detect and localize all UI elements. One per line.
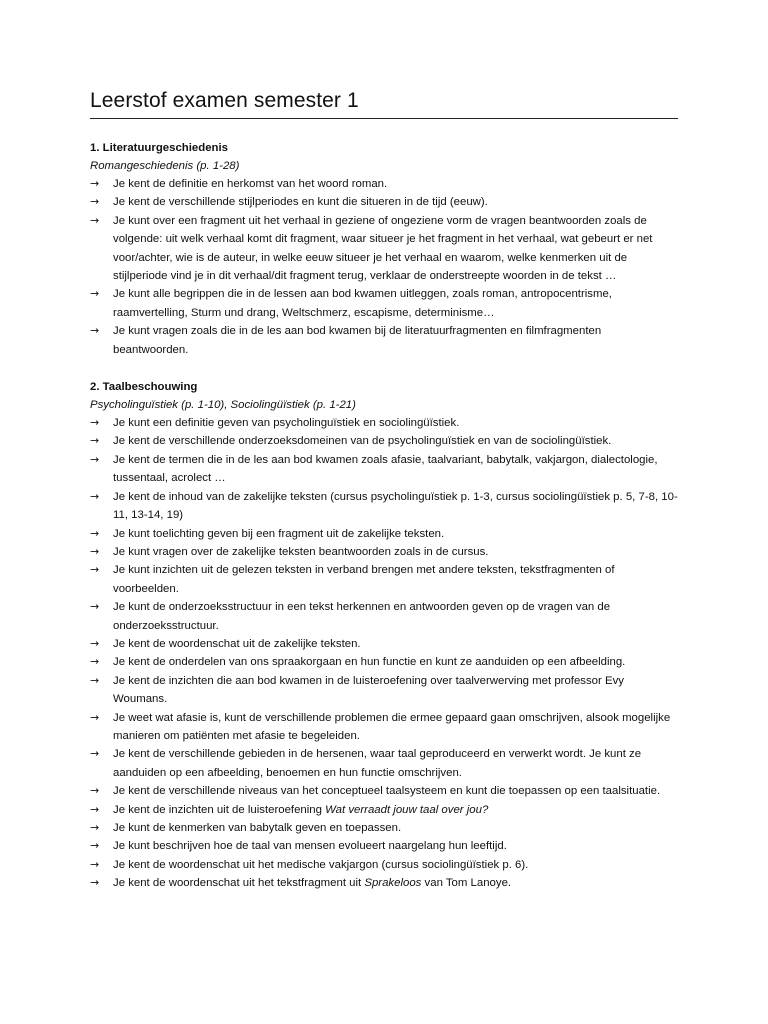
arrow-bullet-icon: → <box>90 636 100 650</box>
list-item <box>90 653 678 671</box>
list-item <box>90 432 678 450</box>
list-item-text: Je kent de verschillende gebieden in de hersenen, waar taal geproduceerd en verwerkt wordt. Je kunt ze aanduiden op een afbeelding, benoemen en hun functie omschrijven. <box>113 748 642 779</box>
arrow-bullet-icon: → <box>90 802 100 816</box>
arrow-bullet-icon: → <box>90 416 100 430</box>
section-literatuurgeschiedenis <box>90 139 678 359</box>
list-item-text: Je kunt beschrijven hoe de taal van mensen evolueert naargelang hun leeftijd. <box>113 840 507 853</box>
list-item <box>90 212 678 286</box>
arrow-bullet-icon: → <box>90 489 100 503</box>
list-item-text: Je kent de woordenschat uit het medische vakjargon (cursus sociolingüïstiek p. 6). <box>113 858 529 871</box>
list-item <box>90 598 678 635</box>
list-item <box>90 745 678 782</box>
list-item-text: Je kent de woordenschat uit de zakelijke teksten. <box>113 637 361 650</box>
list-item <box>90 525 678 543</box>
list-item <box>90 543 678 561</box>
arrow-bullet-icon: → <box>90 876 100 890</box>
list-item-italic-title: Wat verraadt jouw taal over jou? <box>325 803 489 816</box>
list-item-text: Je kent de inzichten uit de luisteroefening <box>113 803 326 816</box>
list-item-text: Je weet wat afasie is, kunt de verschillende problemen die ermee gepaard gaan omschrijven, alsook mogelijke manieren om patiënten met afasie te begeleiden. <box>113 711 671 742</box>
list-item <box>90 672 678 709</box>
list-item <box>90 488 678 525</box>
list-item <box>90 709 678 746</box>
list-item-text: Je kunt toelichting geven bij een fragment uit de zakelijke teksten. <box>113 527 445 540</box>
list-item <box>90 837 678 855</box>
section-subheading: Romangeschiedenis (p. 1-28) <box>90 160 240 172</box>
arrow-bullet-icon: → <box>90 563 100 577</box>
list-item-text: Je kent de verschillende niveaus van het conceptueel taalsysteem en kunt die toepassen op een taalsituatie. <box>113 785 661 798</box>
list-item-text: Je kent de onderdelen van ons spraakorgaan en hun functie en kunt ze aanduiden op een afbeelding. <box>113 656 626 669</box>
arrow-bullet-icon: → <box>90 324 100 338</box>
arrow-bullet-icon: → <box>90 544 100 558</box>
list-item <box>90 782 678 800</box>
list-item <box>90 285 678 322</box>
list-item-text: Je kent de definitie en herkomst van het woord roman. <box>113 178 388 190</box>
arrow-bullet-icon: → <box>90 710 100 724</box>
list-item-text: Je kunt de onderzoeksstructuur in een tekst herkennen en antwoorden geven op de vragen van de onderzoeksstructuur. <box>113 601 611 632</box>
arrow-bullet-icon: → <box>90 821 100 834</box>
section-subheading: Psycholinguïstiek (p. 1-10), Sociolingüïstiek (p. 1-21) <box>90 399 356 412</box>
section-taalbeschouwing <box>90 378 678 893</box>
arrow-bullet-icon: → <box>90 526 100 540</box>
arrow-bullet-icon: → <box>90 747 100 761</box>
list-item-text: Je kent de inzichten die aan bod kwamen in de luisteroefening over taalverwerving met professor Evy Woumans. <box>113 674 624 706</box>
arrow-bullet-icon: → <box>90 673 100 687</box>
list-item <box>90 414 678 432</box>
list-item-text: Je kunt vragen zoals die in de les aan bod kwamen bij de literatuurfragmenten en filmfragmenten beantwoorden. <box>113 325 602 356</box>
list-item <box>90 801 678 819</box>
arrow-bullet-icon: → <box>90 177 100 190</box>
list-item-text: Je kunt vragen over de zakelijke teksten beantwoorden zoals in de cursus. <box>113 545 489 558</box>
list-item-text: Je kent de termen die in de les aan bod kwamen zoals afasie, taalvariant, babytalk, vakjargon, dialectologie, tussentaal, acrolect … <box>113 453 658 485</box>
arrow-bullet-icon: → <box>90 857 100 871</box>
learning-goals-list <box>90 414 678 893</box>
arrow-bullet-icon: → <box>90 784 100 798</box>
list-item <box>90 819 678 837</box>
arrow-bullet-icon: → <box>90 452 100 466</box>
list-item-text: Je kent de inhoud van de zakelijke teksten (cursus psycholinguïstiek p. 1-3, cursus sociolingüïstiek p. 5, 7-8, 10-11, 13-14, 19) <box>113 490 678 522</box>
list-item-text: Je kent de verschillende onderzoeksdomeinen van de psycholinguïstiek en van de sociolingüïstiek. <box>113 435 612 448</box>
list-item <box>90 175 678 193</box>
list-item-text: Je kunt inzichten uit de gelezen teksten in verband brengen met andere teksten, tekstfragmenten of voorbeelden. <box>113 564 615 595</box>
list-item-text: Je kent de woordenschat uit het tekstfragment uit <box>113 877 365 890</box>
arrow-bullet-icon: → <box>90 287 100 301</box>
arrow-bullet-icon: → <box>90 195 100 209</box>
section-heading: 2. Taalbeschouwing <box>90 381 198 394</box>
list-item-text: Je kunt een definitie geven van psycholinguïstiek en sociolingüïstiek. <box>113 417 460 430</box>
list-item-text: van Tom Lanoye. <box>421 877 512 890</box>
list-item <box>90 561 678 598</box>
arrow-bullet-icon: → <box>90 213 100 227</box>
page-title: Leerstof examen semester 1 <box>90 89 359 112</box>
list-item <box>90 451 678 488</box>
list-item-text: Je kent de verschillende stijlperiodes en kunt die situeren in de tijd (eeuw). <box>113 196 488 209</box>
list-item <box>90 635 678 653</box>
list-item-text: Je kunt alle begrippen die in de lessen aan bod kwamen uitleggen, zoals roman, antropocentrisme, raamvertelling, Sturm und drang, Weltschmerz, escapisme, determinisme… <box>113 288 612 319</box>
list-item <box>90 856 678 874</box>
arrow-bullet-icon: → <box>90 434 100 448</box>
list-item <box>90 322 678 359</box>
list-item <box>90 193 678 211</box>
list-item <box>90 874 678 892</box>
list-item-text: Je kunt over een fragment uit het verhaal in geziene of ongeziene vorm de vragen beantwoorden zoals de volgende: uit welk verhaal komt dit fragment, waar situeer je het fragment in het verhaal, wat gebeurt er net voor/achter, wie is de auteur, in welke eeuw situeer je het verhaal en waarom, welke kenmerken uit de stijlperiode vind je in dit verhaal/dit fragment terug, verklaar de onderstreepte woorden in de tekst … <box>113 214 653 283</box>
section-heading: 1. Literatuurgeschiedenis <box>90 142 228 154</box>
title-divider <box>90 118 678 119</box>
list-item-text: Je kunt de kenmerken van babytalk geven en toepassen. <box>113 822 402 834</box>
arrow-bullet-icon: → <box>90 600 100 614</box>
arrow-bullet-icon: → <box>90 655 100 669</box>
arrow-bullet-icon: → <box>90 839 100 853</box>
list-item-italic-title: Sprakeloos <box>364 877 422 890</box>
learning-goals-list <box>90 175 678 359</box>
